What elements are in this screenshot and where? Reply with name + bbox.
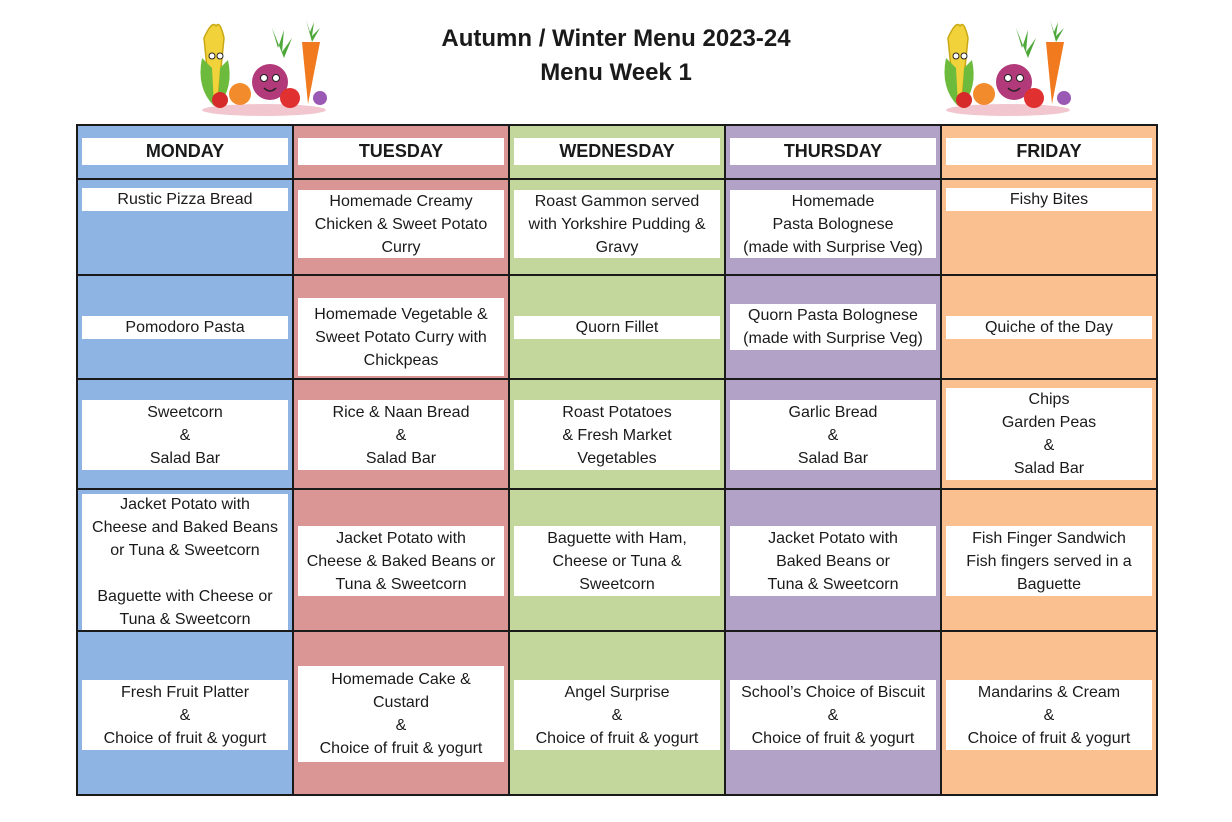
menu-subtitle: Menu Week 1 (540, 59, 692, 86)
menu-item-tuesday-5: Homemade Cake & Custard & Choice of fruit & yogurt (298, 666, 504, 762)
menu-item-wednesday-5: Angel Surprise & Choice of fruit & yogurt (514, 680, 720, 750)
menu-item-tuesday-3: Rice & Naan Bread & Salad Bar (298, 400, 504, 470)
day-header-wednesday: WEDNESDAY (514, 138, 720, 165)
menu-item-thursday-1: Homemade Pasta Bolognese (made with Surprise Veg) (730, 190, 936, 258)
menu-item-wednesday-3: Roast Potatoes & Fresh Market Vegetables (514, 400, 720, 470)
menu-item-friday-4: Fish Finger Sandwich Fish fingers served in a Baguette (946, 526, 1152, 596)
row-divider (78, 378, 1156, 380)
menu-grid (76, 124, 1158, 796)
menu-item-monday-4: Jacket Potato with Cheese and Baked Beans or Tuna & Sweetcorn Baguette with Cheese or Tuna & Sweetcorn (82, 494, 288, 630)
menu-item-monday-3: Sweetcorn & Salad Bar (82, 400, 288, 470)
column-tuesday (292, 126, 508, 794)
day-header-thursday: THURSDAY (730, 138, 936, 165)
menu-item-friday-1: Fishy Bites (946, 188, 1152, 211)
menu-item-tuesday-2: Homemade Vegetable & Sweet Potato Curry with Chickpeas (298, 298, 504, 376)
cartoon-vegetables-icon (194, 18, 334, 118)
menu-item-friday-3: Chips Garden Peas & Salad Bar (946, 388, 1152, 480)
cartoon-vegetables-icon (938, 18, 1078, 118)
menu-item-thursday-3: Garlic Bread & Salad Bar (730, 400, 936, 470)
menu-item-monday-2: Pomodoro Pasta (82, 316, 288, 339)
day-header-monday: MONDAY (82, 138, 288, 165)
row-divider (78, 488, 1156, 490)
menu-item-monday-1: Rustic Pizza Bread (82, 188, 288, 211)
menu-item-tuesday-1: Homemade Creamy Chicken & Sweet Potato Curry (298, 190, 504, 258)
column-monday (78, 126, 292, 794)
menu-item-thursday-4: Jacket Potato with Baked Beans or Tuna & Sweetcorn (730, 526, 936, 596)
row-divider (78, 178, 1156, 180)
menu-item-wednesday-2: Quorn Fillet (514, 316, 720, 339)
menu-item-tuesday-4: Jacket Potato with Cheese & Baked Beans or Tuna & Sweetcorn (298, 526, 504, 596)
menu-item-thursday-5: School’s Choice of Biscuit & Choice of fruit & yogurt (730, 680, 936, 750)
menu-item-monday-5: Fresh Fruit Platter & Choice of fruit & yogurt (82, 680, 288, 750)
menu-item-friday-2: Quiche of the Day (946, 316, 1152, 339)
row-divider (78, 274, 1156, 276)
menu-item-friday-5: Mandarins & Cream & Choice of fruit & yogurt (946, 680, 1152, 750)
day-header-friday: FRIDAY (946, 138, 1152, 165)
row-divider (78, 630, 1156, 632)
column-friday (940, 126, 1156, 794)
menu-title: Autumn / Winter Menu 2023-24 (441, 25, 791, 52)
menu-item-wednesday-4: Baguette with Ham, Cheese or Tuna & Sweetcorn (514, 526, 720, 596)
day-header-tuesday: TUESDAY (298, 138, 504, 165)
menu-item-wednesday-1: Roast Gammon served with Yorkshire Pudding & Gravy (514, 190, 720, 258)
menu-item-thursday-2: Quorn Pasta Bolognese (made with Surprise Veg) (730, 304, 936, 350)
column-thursday (724, 126, 940, 794)
column-wednesday (508, 126, 724, 794)
